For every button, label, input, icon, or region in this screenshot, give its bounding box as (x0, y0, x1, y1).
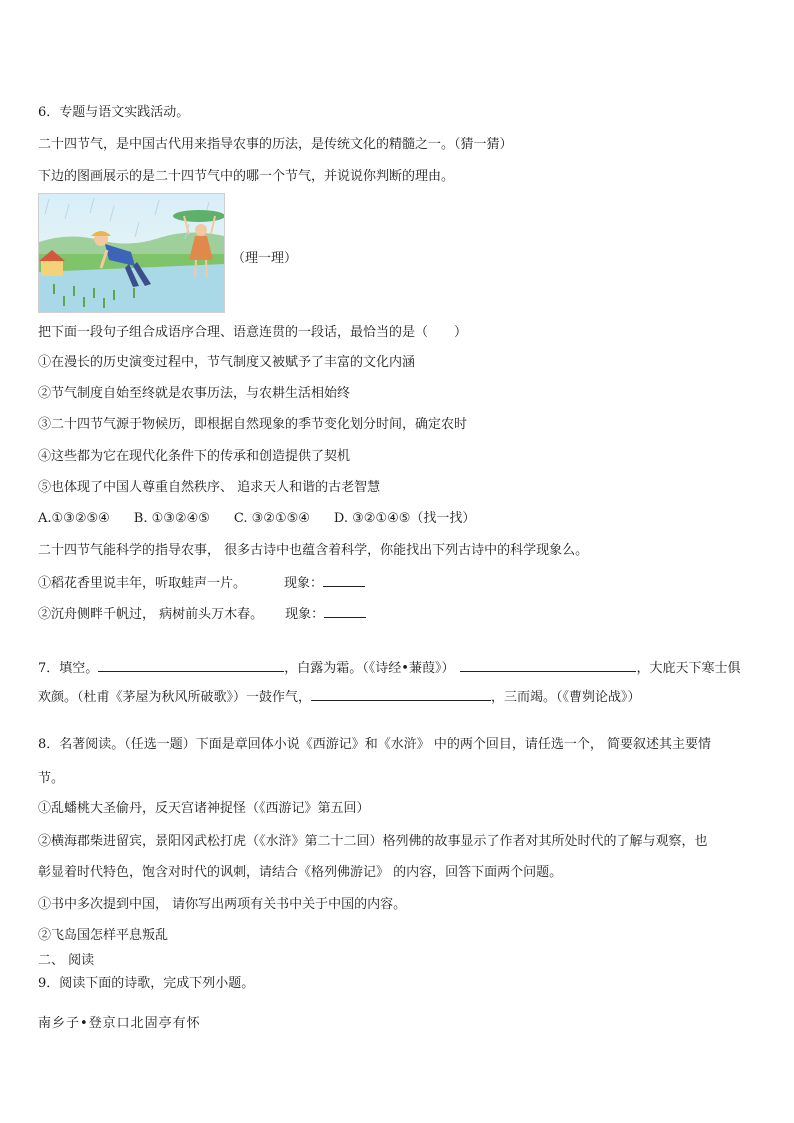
q8-sub2: ②飞岛国怎样平息叛乱 (38, 928, 169, 943)
q8-item2a: ②横海郡柴进留宾，景阳冈武松打虎（《水浒》第二十二回）格列佛的故事显示了作者对其所处时代的了解与观察，也 (38, 834, 708, 849)
q7-blank-1[interactable] (98, 659, 284, 672)
q8-line1: 8．名著阅读。（任选一题）下面是章回体小说《西游记》和《水浒》 中的两个回目，请任选一个， 简要叙述其主要情 (38, 737, 712, 752)
sentence-2: ②节气制度自始至终就是农事历法，与农耕生活相始终 (38, 386, 351, 401)
phenomenon-label-1: 现象： (284, 576, 324, 591)
q7-blank-2[interactable] (460, 659, 636, 672)
option-d[interactable]: D. ③②①④⑤（找一找） (333, 511, 476, 526)
phenomenon-blank-1[interactable] (323, 574, 365, 587)
q7-line2a: 欢颜。（杜甫《茅屋为秋风所破歌》）一鼓作气， (38, 690, 312, 705)
poem1-row (38, 574, 365, 592)
q6-intro: 二十四节气，是中国古代用来指导农事的历法，是传统文化的精髓之一。（猜一猜） (38, 137, 513, 152)
section-2-title: 二、 阅读 (38, 953, 95, 968)
sentence-1: ①在漫长的历史演变过程中，节气制度又被赋予了丰富的文化内涵 (38, 355, 416, 370)
q7-row1 (38, 659, 740, 677)
option-row (38, 511, 475, 527)
poem2: ②沉舟侧畔千帆过， 病树前头万木春。 (38, 607, 264, 622)
q6-title: 6．专题与语文实践活动。 (38, 105, 190, 120)
q7-part2: ，大庇天下寒士俱 (636, 661, 741, 676)
image-caption: （理一理） (232, 251, 298, 266)
option-c[interactable]: C. ③②①⑤④ (233, 511, 310, 526)
solar-term-illustration (38, 193, 225, 313)
q7-part1: ，白露为霜。（《诗经•蒹葭》） (284, 661, 455, 676)
q6-prompt: 下边的图画展示的是二十四节气中的哪一个节气，并说说你判断的理由。 (38, 169, 455, 184)
phenomenon-blank-2[interactable] (324, 605, 366, 618)
q8-sub1: ①书中多次提到中国， 请你写出两项有关书中关于中国的内容。 (38, 897, 407, 912)
q7-blank-3[interactable] (311, 688, 491, 701)
sentence-3: ③二十四节气源于物候历，即根据自然现象的季节变化划分时间，确定农时 (38, 417, 468, 432)
science-intro: 二十四节气能科学的指导农事， 很多古诗中也蕴含着科学，你能找出下列古诗中的科学现象么。 (38, 543, 589, 558)
sentence-4: ④这些都为它在现代化条件下的传承和创造提供了契机 (38, 449, 351, 464)
q8-line2: 节。 (38, 771, 65, 786)
phenomenon-label-2: 现象： (285, 607, 325, 622)
q8-item2b: 彰显着时代特色，饱含对时代的讽刺，请结合《格列佛游记》 的内容，回答下面两个问题。 (38, 865, 563, 880)
option-a[interactable]: A.①③②⑤④ (38, 511, 110, 526)
sentence-5: ⑤也体现了中国人尊重自然秩序、 追求天人和谐的古老智慧 (38, 480, 381, 495)
poem-title: 南乡子•登京口北固亭有怀 (38, 1016, 201, 1031)
order-question: 把下面一段句子组合成语序合理、语意连贯的一段话，最恰当的是（ ） (38, 325, 468, 340)
q9-line: 9．阅读下面的诗歌，完成下列小题。 (38, 976, 255, 991)
q7-line2b: ，三而竭。（《曹刿论战》） (491, 690, 641, 705)
q8-item1: ①乱蟠桃大圣偷丹，反天宫诸神捉怪（《西游记》第五回） (38, 801, 370, 816)
poem1: ①稻花香里说丰年，听取蛙声一片。 (38, 576, 247, 591)
poem2-row (38, 605, 366, 623)
option-b[interactable]: B. ①③②④⑤ (133, 511, 210, 526)
q7-row2 (38, 688, 641, 706)
q7-prefix: 7．填空。 (38, 661, 99, 676)
